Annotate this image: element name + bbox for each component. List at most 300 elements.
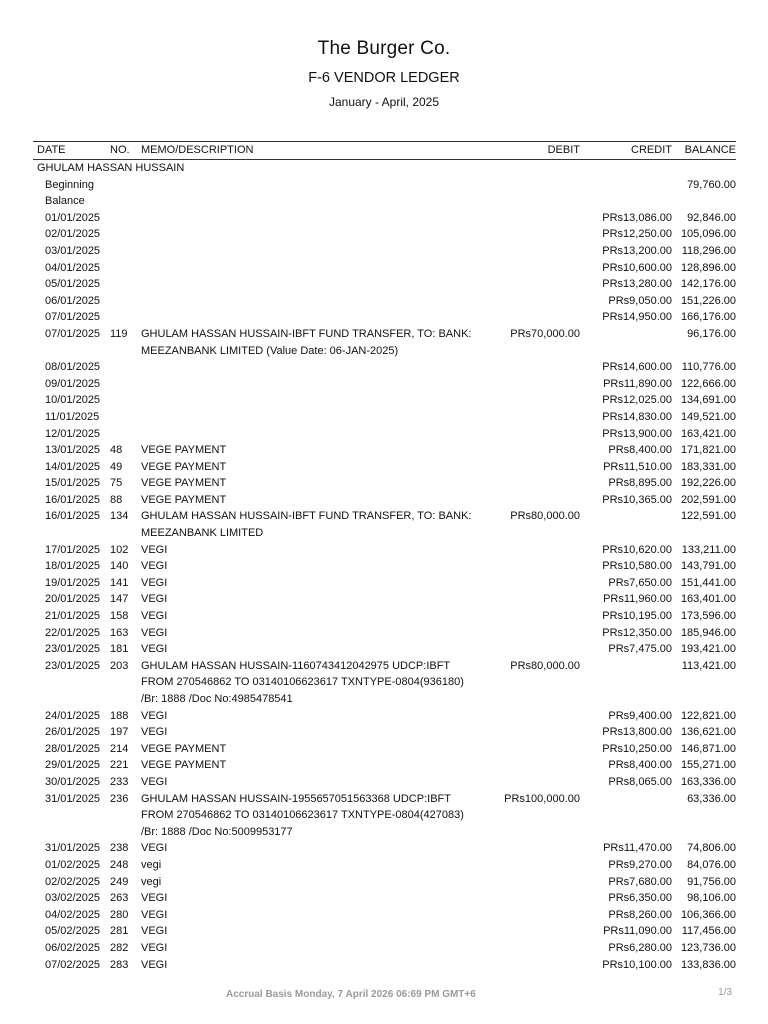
row-balance: 113,421.00 <box>681 659 736 672</box>
row-credit: PRs11,890.00 <box>603 377 672 390</box>
row-memo: VEGI <box>141 560 168 573</box>
header-balance: BALANCE <box>684 144 736 156</box>
row-no: 221 <box>110 759 129 772</box>
row-debit <box>490 475 580 492</box>
row-credit: PRs12,025.00 <box>602 394 672 407</box>
row-no: 233 <box>110 775 129 788</box>
row-balance: 105,096.00 <box>680 228 736 241</box>
row-debit <box>490 442 580 459</box>
row-balance: 91,756.00 <box>687 875 736 888</box>
row-no <box>110 293 141 310</box>
table-row <box>33 376 736 393</box>
table-row <box>33 724 736 741</box>
row-balance: 173,596.00 <box>680 610 736 623</box>
row-date: 28/01/2025 <box>45 742 101 755</box>
row-balance: 96,176.00 <box>687 327 736 340</box>
row-no: 140 <box>110 560 129 573</box>
row-credit: PRs8,400.00 <box>608 759 672 772</box>
header-debit: DEBIT <box>547 144 580 156</box>
row-date: 18/01/2025 <box>45 560 101 573</box>
row-debit <box>490 276 580 293</box>
row-date: 01/02/2025 <box>45 858 101 871</box>
row-date: 05/02/2025 <box>45 925 101 938</box>
row-balance: 185,946.00 <box>680 626 736 639</box>
row-debit <box>490 293 580 310</box>
table-row <box>33 757 736 774</box>
row-no: 280 <box>110 908 129 921</box>
row-debit <box>490 625 580 642</box>
ledger-table <box>33 141 736 973</box>
row-balance: 63,336.00 <box>687 792 736 805</box>
row-date: 23/01/2025 <box>45 643 101 656</box>
row-no: 181 <box>110 643 129 656</box>
row-date: 09/01/2025 <box>45 377 101 390</box>
row-debit <box>490 210 580 227</box>
row-no <box>110 226 141 243</box>
row-credit: PRs14,950.00 <box>602 311 672 324</box>
row-no: 48 <box>110 444 123 457</box>
row-memo: VEGI <box>141 593 168 606</box>
row-memo: GHULAM HASSAN HUSSAIN-IBFT FUND TRANSFER, TO: BANK: MEEZANBANK LIMITED <box>141 510 472 540</box>
report-title: F-6 VENDOR LEDGER <box>308 70 460 86</box>
row-balance: 79,760.00 <box>687 178 736 191</box>
row-debit <box>490 376 580 393</box>
row-no: 163 <box>110 626 129 639</box>
row-credit: PRs11,090.00 <box>603 925 672 938</box>
row-debit <box>490 890 580 907</box>
row-credit: PRs9,050.00 <box>608 294 672 307</box>
row-debit <box>490 558 580 575</box>
row-debit <box>490 459 580 476</box>
row-debit <box>490 426 580 443</box>
row-memo: GHULAM HASSAN HUSSAIN-1160743412042975 UDCP:IBFT FROM 270546862 TO 03140106623617 TXNTYPE-0804(936180) /Br: 1888 /Doc No:4985478541 <box>141 659 464 705</box>
table-row <box>33 591 736 608</box>
row-balance: 84,076.00 <box>687 858 736 871</box>
row-date: 08/01/2025 <box>45 361 101 374</box>
row-debit <box>490 409 580 426</box>
row-date: 03/02/2025 <box>45 892 101 905</box>
row-date: 31/01/2025 <box>45 842 101 855</box>
row-date: 17/01/2025 <box>45 543 101 556</box>
row-date: 24/01/2025 <box>45 709 101 722</box>
row-debit <box>490 243 580 260</box>
table-row <box>33 359 736 376</box>
row-memo: VEGE PAYMENT <box>141 444 227 457</box>
table-row <box>33 874 736 891</box>
row-memo <box>141 210 490 227</box>
row-date: 04/02/2025 <box>45 908 101 921</box>
row-credit: PRs13,086.00 <box>602 211 672 224</box>
row-debit <box>490 957 580 974</box>
row-memo <box>141 426 490 443</box>
row-balance: 151,226.00 <box>680 294 736 307</box>
row-date: Beginning Balance <box>45 178 94 208</box>
row-credit: PRs8,895.00 <box>608 477 672 490</box>
row-memo: VEGI <box>141 908 168 921</box>
row-no: 283 <box>110 958 129 971</box>
table-row <box>33 907 736 924</box>
row-balance: 163,401.00 <box>680 593 736 606</box>
row-credit: PRs6,350.00 <box>608 892 672 905</box>
header-memo: MEMO/DESCRIPTION <box>141 144 254 156</box>
row-date: 07/01/2025 <box>45 327 101 340</box>
row-date: 02/02/2025 <box>45 875 101 888</box>
row-balance: 92,846.00 <box>687 211 736 224</box>
row-memo: VEGI <box>141 726 168 739</box>
row-memo: vegi <box>141 858 162 871</box>
row-balance: 117,456.00 <box>681 925 736 938</box>
row-debit <box>490 542 580 559</box>
row-credit: PRs10,365.00 <box>602 493 672 506</box>
row-memo: VEGI <box>141 709 168 722</box>
row-debit <box>490 309 580 326</box>
row-date: 20/01/2025 <box>45 593 101 606</box>
row-balance: 133,211.00 <box>681 543 736 556</box>
row-no: 147 <box>110 593 129 606</box>
row-credit: PRs12,250.00 <box>602 228 672 241</box>
company-name: The Burger Co. <box>317 38 451 59</box>
row-memo: VEGI <box>141 543 168 556</box>
row-memo: VEGI <box>141 958 168 971</box>
row-no: 238 <box>110 842 129 855</box>
row-memo <box>141 392 490 409</box>
row-no: 203 <box>110 659 129 672</box>
row-memo: VEGE PAYMENT <box>141 460 227 473</box>
row-credit <box>580 658 672 708</box>
row-date: 12/01/2025 <box>45 427 101 440</box>
row-balance: 163,421.00 <box>680 427 736 440</box>
row-balance: 110,776.00 <box>681 361 736 374</box>
row-credit <box>580 791 672 841</box>
row-credit: PRs12,350.00 <box>602 626 672 639</box>
row-date: 07/02/2025 <box>45 958 101 971</box>
row-debit <box>490 708 580 725</box>
row-memo: GHULAM HASSAN HUSSAIN-IBFT FUND TRANSFER, TO: BANK: MEEZANBANK LIMITED (Value Date: 06-JAN-2025) <box>141 327 472 357</box>
row-no <box>110 276 141 293</box>
table-row <box>33 940 736 957</box>
table-row <box>33 392 736 409</box>
row-memo <box>141 359 490 376</box>
row-memo <box>141 293 490 310</box>
row-date: 31/01/2025 <box>45 792 101 805</box>
row-memo: VEGI <box>141 925 168 938</box>
row-balance: 122,821.00 <box>680 709 736 722</box>
row-debit <box>490 591 580 608</box>
row-balance: 122,591.00 <box>680 510 736 523</box>
table-row <box>33 558 736 575</box>
row-no <box>110 376 141 393</box>
row-memo <box>141 226 490 243</box>
row-no: 197 <box>110 726 129 739</box>
table-row <box>33 508 736 541</box>
row-balance: 149,521.00 <box>680 410 736 423</box>
row-balance: 134,691.00 <box>680 394 736 407</box>
table-row <box>33 260 736 277</box>
row-memo: VEGI <box>141 626 168 639</box>
row-debit: PRs80,000.00 <box>510 659 580 672</box>
row-credit: PRs8,260.00 <box>608 908 672 921</box>
row-date: 26/01/2025 <box>45 726 101 739</box>
row-credit: PRs13,280.00 <box>602 278 672 291</box>
row-credit <box>580 177 672 210</box>
row-credit: PRs7,650.00 <box>608 576 672 589</box>
table-row <box>33 426 736 443</box>
row-balance: 142,176.00 <box>680 278 736 291</box>
row-memo: VEGI <box>141 643 168 656</box>
row-no: 214 <box>110 742 129 755</box>
row-credit: PRs6,280.00 <box>608 941 672 954</box>
row-credit <box>580 508 672 541</box>
row-balance: 193,421.00 <box>680 643 736 656</box>
row-no: 248 <box>110 858 129 871</box>
row-memo: VEGI <box>141 775 168 788</box>
row-date: 14/01/2025 <box>45 460 101 473</box>
row-memo: VEGI <box>141 610 168 623</box>
row-balance: 155,271.00 <box>680 759 736 772</box>
row-date: 03/01/2025 <box>45 244 101 257</box>
row-memo: VEGI <box>141 842 168 855</box>
row-memo: VEGI <box>141 941 168 954</box>
row-no: 141 <box>110 576 129 589</box>
row-debit <box>490 940 580 957</box>
row-debit <box>490 840 580 857</box>
table-row <box>33 857 736 874</box>
row-date: 01/01/2025 <box>45 211 101 224</box>
table-row <box>33 177 736 210</box>
row-date: 29/01/2025 <box>45 759 101 772</box>
row-balance: 136,621.00 <box>680 726 736 739</box>
row-no <box>110 359 141 376</box>
row-credit: PRs10,250.00 <box>602 742 672 755</box>
row-balance: 171,821.00 <box>680 444 736 457</box>
row-credit: PRs14,600.00 <box>602 361 672 374</box>
row-no: 249 <box>110 875 129 888</box>
row-date: 16/01/2025 <box>45 493 101 506</box>
table-row <box>33 658 736 708</box>
row-balance: 98,106.00 <box>687 892 736 905</box>
row-credit: PRs9,270.00 <box>608 858 672 871</box>
row-memo: VEGI <box>141 576 168 589</box>
table-row <box>33 326 736 359</box>
row-date: 16/01/2025 <box>45 510 101 523</box>
row-credit: PRs7,680.00 <box>608 875 672 888</box>
row-credit: PRs7,475.00 <box>608 643 672 656</box>
row-debit <box>490 774 580 791</box>
row-credit: PRs13,200.00 <box>602 244 672 257</box>
row-date: 19/01/2025 <box>45 576 101 589</box>
row-balance: 202,591.00 <box>680 493 736 506</box>
table-row <box>33 475 736 492</box>
row-memo <box>141 243 490 260</box>
table-row <box>33 409 736 426</box>
row-credit: PRs11,960.00 <box>603 593 672 606</box>
table-row <box>33 210 736 227</box>
row-balance: 146,871.00 <box>680 742 736 755</box>
row-date: 13/01/2025 <box>45 444 101 457</box>
row-credit: PRs10,580.00 <box>602 560 672 573</box>
row-no <box>110 309 141 326</box>
row-no: 188 <box>110 709 129 722</box>
row-date: 05/01/2025 <box>45 278 101 291</box>
row-balance: 166,176.00 <box>680 311 736 324</box>
row-credit: PRs8,400.00 <box>608 444 672 457</box>
row-memo: VEGE PAYMENT <box>141 477 227 490</box>
row-date: 21/01/2025 <box>45 610 101 623</box>
row-balance: 133,836.00 <box>680 958 736 971</box>
table-row <box>33 957 736 974</box>
page-number: 1/3 <box>718 987 732 998</box>
row-no: 88 <box>110 493 123 506</box>
row-memo: VEGE PAYMENT <box>141 759 227 772</box>
table-row <box>33 542 736 559</box>
row-memo: VEGI <box>141 892 168 905</box>
row-balance: 106,366.00 <box>680 908 736 921</box>
row-credit: PRs9,400.00 <box>608 709 672 722</box>
row-debit <box>490 177 580 210</box>
table-row <box>33 890 736 907</box>
row-date: 15/01/2025 <box>45 477 101 490</box>
row-memo: VEGE PAYMENT <box>141 742 227 755</box>
table-row <box>33 774 736 791</box>
row-debit <box>490 608 580 625</box>
row-no <box>110 243 141 260</box>
row-credit: PRs10,195.00 <box>602 610 672 623</box>
row-credit <box>580 326 672 359</box>
row-debit <box>490 359 580 376</box>
row-no: 119 <box>110 327 128 340</box>
row-date: 06/01/2025 <box>45 294 101 307</box>
row-date: 04/01/2025 <box>45 261 101 274</box>
row-no <box>110 177 141 210</box>
row-credit: PRs11,510.00 <box>603 460 672 473</box>
table-row <box>33 226 736 243</box>
row-debit <box>490 392 580 409</box>
row-debit <box>490 874 580 891</box>
row-memo: VEGE PAYMENT <box>141 493 227 506</box>
row-memo <box>141 276 490 293</box>
row-debit: PRs100,000.00 <box>504 792 580 805</box>
row-date: 02/01/2025 <box>45 228 101 241</box>
row-memo <box>141 260 490 277</box>
row-date: 22/01/2025 <box>45 626 101 639</box>
row-date: 06/02/2025 <box>45 941 101 954</box>
header-credit: CREDIT <box>631 144 672 156</box>
row-balance: 74,806.00 <box>687 842 736 855</box>
row-memo <box>141 309 490 326</box>
row-credit: PRs8,065.00 <box>608 775 672 788</box>
table-row <box>33 625 736 642</box>
row-memo <box>141 376 490 393</box>
row-balance: 128,896.00 <box>680 261 736 274</box>
row-date: 30/01/2025 <box>45 775 101 788</box>
table-row <box>33 791 736 841</box>
row-credit: PRs10,100.00 <box>602 958 672 971</box>
row-credit: PRs10,620.00 <box>602 543 672 556</box>
table-row <box>33 442 736 459</box>
row-debit <box>490 575 580 592</box>
table-row <box>33 309 736 326</box>
row-credit: PRs13,900.00 <box>602 427 672 440</box>
row-debit <box>490 923 580 940</box>
table-row <box>33 293 736 310</box>
row-memo: vegi <box>141 875 162 888</box>
row-date: 10/01/2025 <box>45 394 101 407</box>
row-memo: GHULAM HASSAN HUSSAIN-1955657051563368 UDCP:IBFT FROM 270546862 TO 03140106623617 TXNTYPE-0804(427083) /Br: 1888 /Doc No:5009953177 <box>141 792 464 838</box>
table-row <box>33 923 736 940</box>
table-row <box>33 575 736 592</box>
row-date: 11/01/2025 <box>45 410 100 423</box>
footer-basis: Accrual Basis Monday, 7 April 2026 06:69 PM GMT+6 <box>226 989 476 1000</box>
row-balance: 123,736.00 <box>680 941 736 954</box>
row-debit <box>490 724 580 741</box>
row-no <box>110 426 141 443</box>
row-no: 236 <box>110 792 129 805</box>
row-balance: 163,336.00 <box>680 775 736 788</box>
row-date: 07/01/2025 <box>45 311 101 324</box>
vendor-name: GHULAM HASSAN HUSSAIN <box>37 162 185 174</box>
row-balance: 151,441.00 <box>680 576 736 589</box>
row-memo <box>141 177 490 210</box>
table-row <box>33 641 736 658</box>
table-row <box>33 243 736 260</box>
row-credit: PRs10,600.00 <box>602 261 672 274</box>
row-debit: PRs70,000.00 <box>510 327 580 340</box>
row-debit <box>490 492 580 509</box>
row-debit <box>490 907 580 924</box>
row-balance: 143,791.00 <box>680 560 736 573</box>
row-memo <box>141 409 490 426</box>
table-row <box>33 708 736 725</box>
row-credit: PRs14,830.00 <box>602 410 672 423</box>
row-no <box>110 409 141 426</box>
row-no: 134 <box>110 510 129 523</box>
report-period: January - April, 2025 <box>328 95 440 109</box>
row-no: 158 <box>110 610 129 623</box>
row-date: 23/01/2025 <box>45 659 101 672</box>
row-debit <box>490 260 580 277</box>
row-balance: 122,666.00 <box>680 377 736 390</box>
row-no: 75 <box>110 477 123 490</box>
table-header <box>33 141 736 160</box>
row-no: 282 <box>110 941 129 954</box>
row-balance: 118,296.00 <box>681 244 736 257</box>
row-no: 49 <box>110 460 123 473</box>
row-debit <box>490 757 580 774</box>
row-no: 281 <box>110 925 129 938</box>
table-row <box>33 608 736 625</box>
row-no: 263 <box>110 892 129 905</box>
row-no <box>110 210 141 227</box>
row-debit <box>490 741 580 758</box>
row-credit: PRs13,800.00 <box>602 726 672 739</box>
row-no: 102 <box>110 543 129 556</box>
row-debit <box>490 641 580 658</box>
row-credit: PRs11,470.00 <box>603 842 672 855</box>
header-no: NO. <box>110 144 130 156</box>
row-debit <box>490 857 580 874</box>
header-date: DATE <box>37 144 66 156</box>
table-row <box>33 459 736 476</box>
row-debit <box>490 226 580 243</box>
row-balance: 183,331.00 <box>680 460 736 473</box>
table-row <box>33 492 736 509</box>
table-row <box>33 840 736 857</box>
row-no <box>110 260 141 277</box>
row-no <box>110 392 141 409</box>
row-balance: 192,226.00 <box>680 477 736 490</box>
table-row <box>33 276 736 293</box>
table-row <box>33 741 736 758</box>
